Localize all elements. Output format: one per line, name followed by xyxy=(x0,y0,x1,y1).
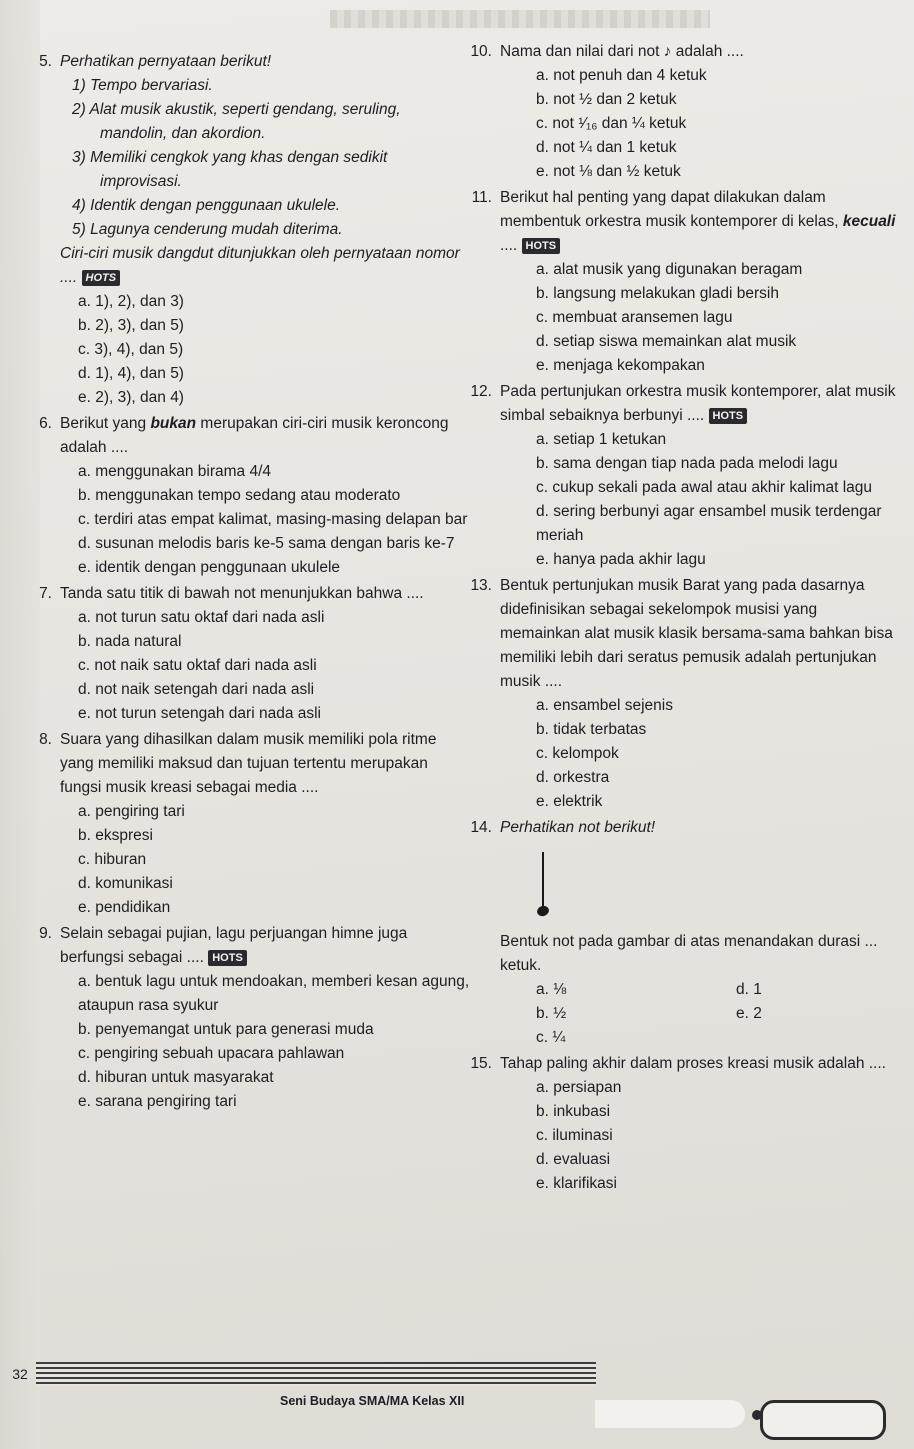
option-b[interactable]: b. not ½ dan 2 ketuk xyxy=(536,91,677,108)
top-decorative-band xyxy=(330,10,710,28)
note-head xyxy=(536,904,551,918)
option-c[interactable]: c. not naik satu oktaf dari nada asli xyxy=(78,657,317,674)
question-stem xyxy=(500,186,900,258)
question-stem: Tanda satu titik di bawah not menunjukkan bahwa .... xyxy=(60,585,424,602)
option-c[interactable]: c. 3), 4), dan 5) xyxy=(78,341,184,358)
footer-striped-bar xyxy=(36,1362,596,1386)
option-c[interactable]: c. cukup sekali pada awal atau akhir kalimat lagu xyxy=(536,479,873,496)
option-b[interactable]: b. penyemangat untuk para generasi muda xyxy=(78,1021,374,1038)
option-a[interactable]: a. 1), 2), dan 3) xyxy=(78,293,184,310)
question-stem: Perhatikan not berikut! xyxy=(500,819,656,836)
option-c[interactable]: c. membuat aransemen lagu xyxy=(536,309,733,326)
stem-text: Nama dan nilai dari not xyxy=(500,43,664,60)
answer-options xyxy=(60,970,470,1114)
option-c[interactable]: c. not ¹⁄₁₆ dan ¼ ketuk xyxy=(536,115,687,132)
option-c[interactable]: c. pengiring sebuah upacara pahlawan xyxy=(78,1045,345,1062)
question-stem: Perhatikan pernyataan berikut! xyxy=(60,53,272,70)
answer-options xyxy=(60,290,470,410)
statement-item: 3) Memiliki cengkok yang khas dengan sedikit improvisasi. xyxy=(72,149,388,190)
answer-options xyxy=(500,694,900,814)
question-stem xyxy=(60,412,470,460)
question-5 xyxy=(39,50,470,410)
option-e[interactable]: e. klarifikasi xyxy=(536,1175,617,1192)
stem-text: Pada pertunjukan orkestra musik kontemporer, alat musik simbal sebaiknya berbunyi .... xyxy=(500,383,896,424)
statement-item: 2) Alat musik akustik, seperti gendang, seruling, mandolin, dan akordion. xyxy=(72,101,401,142)
stem-emphasis: kecuali xyxy=(842,213,896,230)
option-c[interactable]: c. hiburan xyxy=(78,851,147,868)
question-12 xyxy=(470,380,900,572)
stem-text: merupakan ciri-ciri musik keroncong adalah .... xyxy=(60,415,449,456)
question-stem: Suara yang dihasilkan dalam musik memiliki pola ritme yang memiliki maksud dan tujuan tertentu merupakan fungsi musik kreasi sebagai media .... xyxy=(60,731,437,796)
option-a[interactable]: a. ⅛ xyxy=(536,981,567,998)
answer-options xyxy=(500,1076,900,1196)
option-a[interactable]: a. persiapan xyxy=(536,1079,622,1096)
options-column-left xyxy=(536,978,736,1050)
option-a[interactable]: a. alat musik yang digunakan beragam xyxy=(536,261,803,278)
option-d[interactable]: d. 1), 4), dan 5) xyxy=(78,365,184,382)
option-b[interactable]: b. ekspresi xyxy=(78,827,153,844)
option-c[interactable]: c. kelompok xyxy=(536,745,619,762)
question-8 xyxy=(39,728,470,920)
question-11 xyxy=(471,186,900,378)
question-stem: Bentuk pertunjukan musik Barat yang pada dasarnya didefinisikan sebagai sekelompok musisi yang memainkan alat musik klasik bersama-sama bahkan bisa memiliki lebih dari seratus pemusik adalah pertunjukan musik .... xyxy=(500,577,893,690)
option-e[interactable]: e. 2 xyxy=(736,1005,762,1022)
option-e[interactable]: e. elektrik xyxy=(536,793,603,810)
footer-pill-decoration xyxy=(595,1400,745,1428)
option-a[interactable]: a. not penuh dan 4 ketuk xyxy=(536,67,707,84)
option-e[interactable]: e. hanya pada akhir lagu xyxy=(536,551,706,568)
question-9 xyxy=(39,922,470,1114)
option-a[interactable]: a. setiap 1 ketukan xyxy=(536,431,667,448)
option-b[interactable]: b. sama dengan tiap nada pada melodi lagu xyxy=(536,455,838,472)
answer-options xyxy=(500,64,900,184)
option-e[interactable]: e. not ⅛ dan ½ ketuk xyxy=(536,163,681,180)
prompt-text: Ciri-ciri musik dangdut ditunjukkan oleh pernyataan nomor .... xyxy=(60,245,460,286)
question-number: 12. xyxy=(470,383,492,400)
question-7 xyxy=(39,582,470,726)
left-column xyxy=(39,50,470,1116)
stem-text: .... xyxy=(500,237,518,254)
option-b[interactable]: b. ½ xyxy=(536,1005,567,1022)
option-a[interactable]: a. ensambel sejenis xyxy=(536,697,673,714)
page-number: 32 xyxy=(12,1366,28,1382)
option-b[interactable]: b. inkubasi xyxy=(536,1103,611,1120)
option-b[interactable]: b. langsung melakukan gladi bersih xyxy=(536,285,779,302)
option-e[interactable]: e. pendidikan xyxy=(78,899,171,916)
question-15 xyxy=(470,1052,900,1196)
stem-text: Selain sebagai pujian, lagu perjuangan himne juga berfungsi sebagai .... xyxy=(60,925,408,966)
stem-text: Berikut hal penting yang dapat dilakukan dalam membentuk orkestra musik kontemporer di kelas, xyxy=(500,189,843,230)
quarter-note-figure xyxy=(500,846,900,926)
question-stem xyxy=(60,922,470,970)
option-d[interactable]: d. setiap siswa memainkan alat musik xyxy=(536,333,797,350)
option-d[interactable]: d. susunan melodis baris ke-5 sama dengan baris ke-7 xyxy=(78,535,455,552)
question-number: 6. xyxy=(39,415,52,432)
statement-item: 1) Tempo bervariasi. xyxy=(72,77,213,94)
book-title: Seni Budaya SMA/MA Kelas XII xyxy=(280,1394,465,1408)
question-stem xyxy=(500,40,900,64)
question-14 xyxy=(470,816,900,1050)
question-number: 14. xyxy=(470,819,492,836)
question-number: 9. xyxy=(39,925,52,942)
stem-emphasis: bukan xyxy=(150,415,197,432)
option-e[interactable]: e. menjaga kekompakan xyxy=(536,357,705,374)
question-stem xyxy=(500,380,900,428)
hots-badge: HOTS xyxy=(82,270,121,286)
option-b[interactable]: b. tidak terbatas xyxy=(536,721,647,738)
option-e[interactable]: e. identik dengan penggunaan ukulele xyxy=(78,559,341,576)
option-c[interactable]: c. ¼ xyxy=(536,1029,566,1046)
hots-badge: HOTS xyxy=(208,950,247,966)
options-column-right xyxy=(736,978,896,1050)
option-c[interactable]: c. terdiri atas empat kalimat, masing-masing delapan bar xyxy=(78,511,468,528)
question-prompt xyxy=(60,242,470,290)
question-prompt: Bentuk not pada gambar di atas menandakan durasi ... ketuk. xyxy=(500,933,878,974)
option-e[interactable]: e. sarana pengiring tari xyxy=(78,1093,237,1110)
option-b[interactable]: b. nada natural xyxy=(78,633,182,650)
answer-options xyxy=(500,258,900,378)
note-stem xyxy=(542,852,544,912)
answer-options xyxy=(500,428,900,572)
answer-options xyxy=(60,460,470,580)
option-d[interactable]: d. evaluasi xyxy=(536,1151,611,1168)
statement-item: 4) Identik dengan penggunaan ukulele. xyxy=(72,197,341,214)
option-d[interactable]: d. not ¼ dan 1 ketuk xyxy=(536,139,677,156)
option-a[interactable]: a. bentuk lagu untuk mendoakan, memberi kesan agung, ataupun rasa syukur xyxy=(78,973,470,1014)
question-10 xyxy=(470,40,900,184)
option-a[interactable]: a. menggunakan birama 4/4 xyxy=(78,463,272,480)
option-d[interactable]: d. sering berbunyi agar ensambel musik terdengar meriah xyxy=(536,503,882,544)
option-d[interactable]: d. not naik setengah dari nada asli xyxy=(78,681,315,698)
question-number: 11. xyxy=(471,189,492,206)
option-d[interactable]: d. hiburan untuk masyarakat xyxy=(78,1069,274,1086)
hots-badge: HOTS xyxy=(709,408,748,424)
option-a[interactable]: a. not turun satu oktaf dari nada asli xyxy=(78,609,325,626)
footer-box-decoration xyxy=(760,1400,886,1440)
option-d[interactable]: d. orkestra xyxy=(536,769,610,786)
question-number: 7. xyxy=(39,585,52,602)
answer-options xyxy=(60,606,470,726)
question-stem: Tahap paling akhir dalam proses kreasi musik adalah .... xyxy=(500,1055,886,1072)
option-e[interactable]: e. not turun setengah dari nada asli xyxy=(78,705,322,722)
answer-options xyxy=(500,978,900,1050)
eighth-note-icon: ♪ xyxy=(663,43,672,60)
question-number: 13. xyxy=(470,577,492,594)
option-c[interactable]: c. iluminasi xyxy=(536,1127,613,1144)
option-a[interactable]: a. pengiring tari xyxy=(78,803,185,820)
question-number: 15. xyxy=(470,1055,492,1072)
question-number: 10. xyxy=(470,43,492,60)
right-column xyxy=(470,40,900,1198)
statement-item: 5) Lagunya cenderung mudah diterima. xyxy=(72,221,343,238)
page-spine-shadow xyxy=(0,0,40,1449)
option-d[interactable]: d. 1 xyxy=(736,981,762,998)
stem-text: adalah .... xyxy=(671,43,744,60)
question-number: 8. xyxy=(39,731,52,748)
question-13 xyxy=(470,574,900,814)
option-d[interactable]: d. komunikasi xyxy=(78,875,173,892)
statement-list xyxy=(60,74,470,242)
hots-badge: HOTS xyxy=(522,238,561,254)
question-6 xyxy=(39,412,470,580)
question-number: 5. xyxy=(39,53,52,70)
option-b[interactable]: b. 2), 3), dan 5) xyxy=(78,317,184,334)
stem-text: Berikut yang xyxy=(60,415,151,432)
answer-options xyxy=(60,800,470,920)
option-e[interactable]: e. 2), 3), dan 4) xyxy=(78,389,184,406)
option-b[interactable]: b. menggunakan tempo sedang atau moderato xyxy=(78,487,401,504)
